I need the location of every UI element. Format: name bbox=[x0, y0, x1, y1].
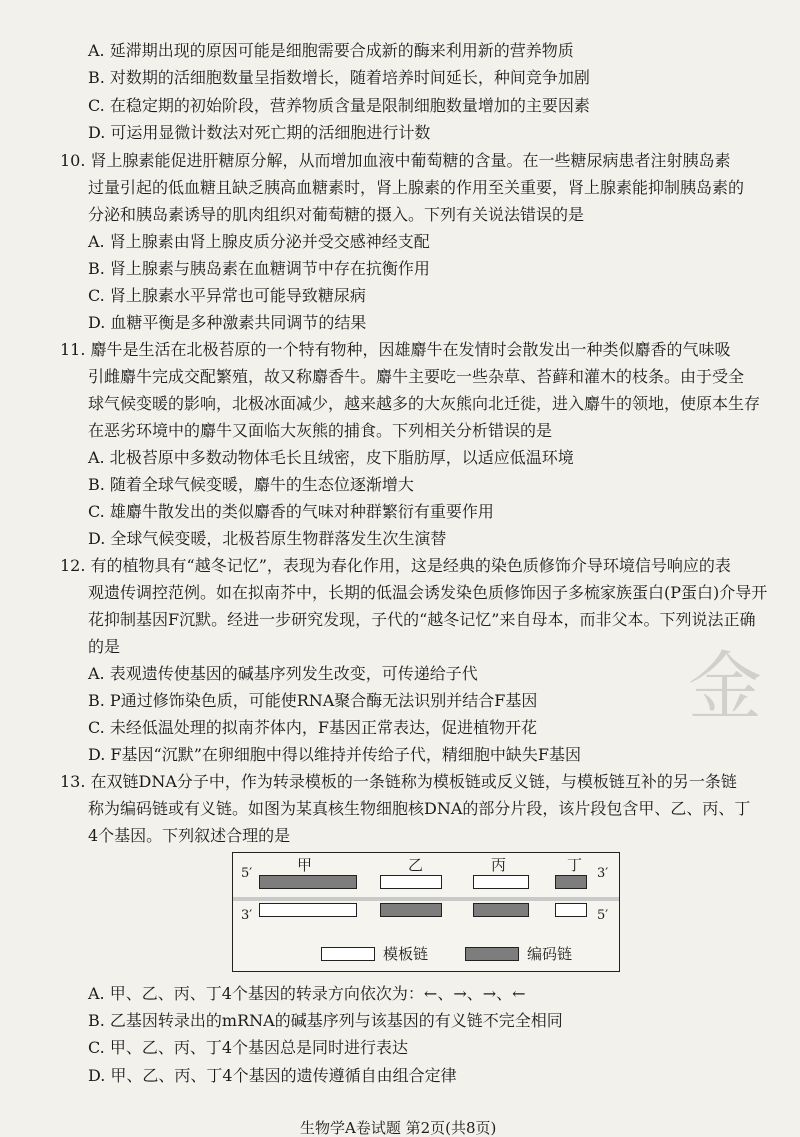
q9-option-d: D. 可运用显微计数法对死亡期的活细胞进行计数 bbox=[88, 123, 431, 142]
gene-label-ding: 丁 bbox=[567, 856, 583, 874]
page-footer: 生物学A卷试题 第2页(共8页) bbox=[300, 1119, 497, 1137]
q12-option-d: D. F基因“沉默”在卵细胞中得以维持并传给子代，精细胞中缺失F基因 bbox=[88, 745, 581, 764]
q12-option-c: C. 未经低温处理的拟南芥体内，F基因正常表达，促进植物开花 bbox=[88, 718, 537, 737]
legend-template-label: 模板链 bbox=[383, 945, 429, 963]
q11-stem-line-4: 在恶劣环境中的麝牛又面临大灰熊的捕食。下列相关分析错误的是 bbox=[88, 421, 553, 440]
gene-bing-top-template bbox=[473, 875, 529, 889]
q12-option-a: A. 表观遗传使基因的碱基序列发生改变，可传递给子代 bbox=[88, 664, 478, 683]
q9-option-b: B. 对数期的活细胞数量呈指数增长，随着培养时间延长，种间竞争加剧 bbox=[88, 68, 590, 87]
q10-stem-line-1: 10. 肾上腺素能促进肝糖原分解，从而增加血液中葡萄糖的含量。在一些糖尿病患者注射胰岛素 bbox=[60, 151, 731, 170]
q13-option-b: B. 乙基因转录出的mRNA的碱基序列与该基因的有义链不完全相同 bbox=[88, 1011, 563, 1030]
watermark-stamp: 金 bbox=[688, 644, 762, 730]
q13-stem-line-3: 4个基因。下列叙述合理的是 bbox=[88, 826, 291, 845]
q10-option-d: D. 血糖平衡是多种激素共同调节的结果 bbox=[88, 313, 367, 332]
gene-jia-bottom-template bbox=[259, 903, 357, 917]
q11-option-d: D. 全球气候变暖，北极苔原生物群落发生次生演替 bbox=[88, 529, 447, 548]
q11-option-c: C. 雄麝牛散发出的类似麝香的气味对种群繁衍有重要作用 bbox=[88, 502, 494, 521]
bottom-right-end-label: 5′ bbox=[597, 908, 609, 923]
legend-coding-swatch bbox=[465, 947, 519, 961]
gene-label-bing: 丙 bbox=[491, 856, 507, 874]
q11-stem-line-1: 11. 麝牛是生活在北极苔原的一个特有物种，因雄麝牛在发情时会散发出一种类似麝香的气味吸 bbox=[60, 340, 731, 359]
q12-stem-line-1: 12. 有的植物具有“越冬记忆”，表现为春化作用，这是经典的染色质修饰介导环境信号响应的表 bbox=[60, 556, 731, 575]
gene-yi-top-template bbox=[380, 875, 442, 889]
q10-stem-line-2: 过量引起的低血糖且缺乏胰高血糖素时，肾上腺素的作用至关重要，肾上腺素能抑制胰岛素的 bbox=[88, 178, 745, 197]
gene-ding-bottom-template bbox=[555, 903, 587, 917]
gene-label-jia: 甲 bbox=[297, 856, 313, 874]
dna-figure bbox=[232, 852, 620, 972]
q10-option-c: C. 肾上腺素水平异常也可能导致糖尿病 bbox=[88, 286, 366, 305]
legend-template-swatch bbox=[321, 947, 375, 961]
q9-option-a: A. 延滞期出现的原因可能是细胞需要合成新的酶来利用新的营养物质 bbox=[88, 41, 574, 60]
q11-option-b: B. 随着全球气候变暖，麝牛的生态位逐渐增大 bbox=[88, 475, 414, 494]
q11-stem-line-3: 球气候变暖的影响，北极冰面减少，越来越多的大灰熊向北迁徙，进入麝牛的领地，使原本生存 bbox=[88, 394, 761, 413]
dna-double-strand-band bbox=[233, 897, 619, 901]
q13-option-a: A. 甲、乙、丙、丁4个基因的转录方向依次为：←、→、→、← bbox=[88, 984, 526, 1003]
gene-jia-top-coding bbox=[259, 875, 357, 889]
q13-option-d: D. 甲、乙、丙、丁4个基因的遗传遵循自由组合定律 bbox=[88, 1066, 457, 1085]
q12-option-b: B. P通过修饰染色质，可能使RNA聚合酶无法识别并结合F基因 bbox=[88, 691, 538, 710]
gene-ding-top-coding bbox=[555, 875, 587, 889]
q13-stem-line-1: 13. 在双链DNA分子中，作为转录模板的一条链称为模板链或反义链，与模板链互补的另一条链 bbox=[60, 772, 737, 791]
top-right-end-label: 3′ bbox=[597, 866, 609, 881]
gene-bing-bottom-coding bbox=[473, 903, 529, 917]
q12-stem-line-4: 的是 bbox=[88, 637, 121, 656]
q9-option-c: C. 在稳定期的初始阶段，营养物质含量是限制细胞数量增加的主要因素 bbox=[88, 96, 590, 115]
q13-option-c: C. 甲、乙、丙、丁4个基因总是同时进行表达 bbox=[88, 1038, 409, 1057]
q11-option-a: A. 北极苔原中多数动物体毛长且绒密，皮下脂肪厚，以适应低温环境 bbox=[88, 448, 574, 467]
top-left-end-label: 5′ bbox=[241, 866, 253, 881]
q10-stem-line-3: 分泌和胰岛素诱导的肌肉组织对葡萄糖的摄入。下列有关说法错误的是 bbox=[88, 205, 585, 224]
legend-coding-label: 编码链 bbox=[527, 945, 573, 963]
gene-label-yi: 乙 bbox=[408, 856, 424, 874]
bottom-left-end-label: 3′ bbox=[241, 908, 253, 923]
q13-stem-line-2: 称为编码链或有义链。如图为某真核生物细胞核DNA的部分片段，该片段包含甲、乙、丙、丁 bbox=[88, 799, 751, 818]
q10-option-b: B. 肾上腺素与胰岛素在血糖调节中存在抗衡作用 bbox=[88, 259, 430, 278]
q12-stem-line-2: 观遗传调控范例。如在拟南芥中，长期的低温会诱发染色质修饰因子多梳家族蛋白(P蛋白)介导开 bbox=[88, 583, 768, 602]
gene-yi-bottom-coding bbox=[380, 903, 442, 917]
q11-stem-line-2: 引雌麝牛完成交配繁殖，故又称麝香牛。麝牛主要吃一些杂草、苔藓和灌木的枝条。由于受全 bbox=[88, 367, 745, 386]
q10-option-a: A. 肾上腺素由肾上腺皮质分泌并受交感神经支配 bbox=[88, 232, 430, 251]
q12-stem-line-3: 花抑制基因F沉默。经进一步研究发现，子代的“越冬记忆”来自母本，而非父本。下列说法正确 bbox=[88, 610, 756, 629]
